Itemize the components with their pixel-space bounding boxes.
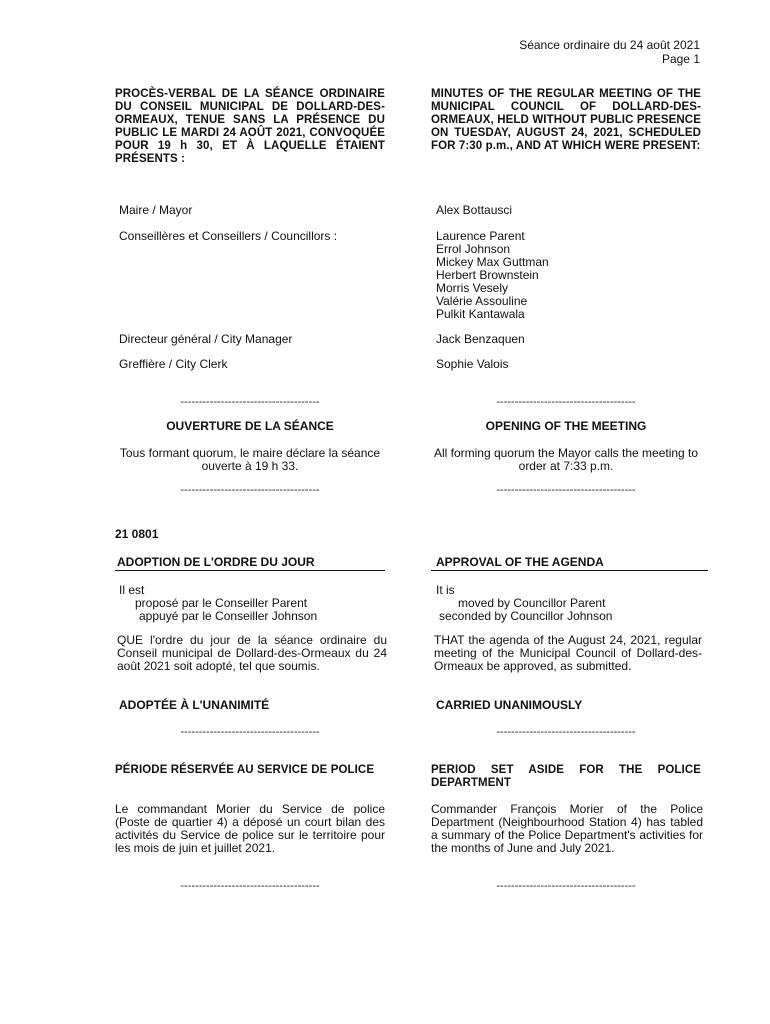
councillors-role: Conseillères et Conseillers / Councillors : (119, 229, 338, 243)
result-fr: ADOPTÉE À L'UNANIMITÉ (119, 698, 270, 712)
opening-text-en: All forming quorum the Mayor calls the meeting to order at 7:33 p.m. (433, 446, 699, 473)
councillor-list (436, 230, 706, 321)
clerk-role: Greffière / City Clerk (119, 357, 228, 371)
separator: -------------------------------------- (496, 484, 636, 496)
session-date: Séance ordinaire du 24 août 2021 (519, 38, 700, 52)
councillor-name: Morris Vesely (436, 281, 509, 295)
mayor-name: Alex Bottausci (436, 203, 513, 217)
item-number: 21 0801 (115, 527, 159, 541)
separator: -------------------------------------- (180, 880, 320, 892)
separator: -------------------------------------- (496, 726, 636, 738)
motion-proposer-fr: proposé par le Conseiller Parent (135, 596, 308, 610)
mayor-role: Maire / Mayor (119, 203, 193, 217)
police-title-fr: PÉRIODE RÉSERVÉE AU SERVICE DE POLICE (115, 764, 375, 776)
councillor-name: Pulkit Kantawala (436, 307, 525, 321)
manager-name: Jack Benzaquen (436, 332, 525, 346)
police-text-fr: Le commandant Morier du Service de police (Poste de quartier 4) a déposé un court bilan des activités du Service de police sur le territoire pour les mois de juin et juillet 2021. (115, 802, 385, 855)
police-title-en: PERIOD SET ASIDE FOR THE POLICE DEPARTMENT (431, 764, 701, 789)
motion-mover-en: moved by Councillor Parent (458, 596, 606, 610)
opening-title-fr: OUVERTURE DE LA SÉANCE (166, 419, 334, 433)
motion-block-en (436, 584, 706, 623)
separator: -------------------------------------- (496, 396, 636, 408)
intro-title-en: MINUTES OF THE REGULAR MEETING OF THE MUNICIPAL COUNCIL OF DOLLARD-DES-ORMEAUX, HELD WITHOUT PUBLIC PRESENCE ON TUESDAY, AUGUST 24, 2021, SCHEDULED FOR 7:30 p.m., AND AT WHICH WERE PRESENT: (431, 88, 701, 152)
page-header (519, 38, 700, 66)
councillor-name: Mickey Max Guttman (436, 255, 549, 269)
resolution-en: THAT the agenda of the August 24, 2021, regular meeting of the Municipal Council of Dollard-des-Ormeaux be approved, as submitted. (434, 633, 702, 673)
page-number: Page 1 (661, 52, 700, 66)
separator: -------------------------------------- (180, 484, 320, 496)
item-title-en: APPROVAL OF THE AGENDA (431, 556, 708, 571)
motion-seconder-fr: appuyé par le Conseiller Johnson (139, 609, 318, 623)
police-text-en: Commander François Morier of the Police Department (Neighbourhood Station 4) has tabled a summary of the Police Department's activities for the months of June and July 2021. (431, 802, 703, 855)
resolution-fr: QUE l'ordre du jour de la séance ordinaire du Conseil municipal de Dollard-des-Ormeaux du 24 août 2021 soit adopté, tel que soumis. (117, 633, 387, 673)
motion-intro-fr: Il est (119, 583, 145, 597)
manager-role: Directeur général / City Manager (119, 332, 293, 346)
opening-text-fr: Tous formant quorum, le maire déclare la séance ouverte à 19 h 33. (119, 446, 381, 473)
item-title-fr: ADOPTION DE L'ORDRE DU JOUR (115, 556, 385, 571)
councillor-name: Errol Johnson (436, 242, 511, 256)
motion-seconder-en: seconded by Councillor Johnson (439, 609, 613, 623)
councillor-name: Laurence Parent (436, 229, 525, 243)
separator: -------------------------------------- (180, 396, 320, 408)
clerk-name: Sophie Valois (436, 357, 509, 371)
councillor-name: Valérie Assouline (436, 294, 528, 308)
separator: -------------------------------------- (180, 726, 320, 738)
councillor-name: Herbert Brownstein (436, 268, 539, 282)
opening-title-en: OPENING OF THE MEETING (485, 419, 647, 433)
result-en: CARRIED UNANIMOUSLY (436, 698, 583, 712)
intro-title-fr: PROCÈS-VERBAL DE LA SÉANCE ORDINAIRE DU CONSEIL MUNICIPAL DE DOLLARD-DES-ORMEAUX, TENUE SANS LA PRÉSENCE DU PUBLIC LE MARDI 24 AOÛT 2021, CONVOQUÉE POUR 19 h 30, ET À LAQUELLE ÉTAIENT PRÉSENTS : (115, 88, 385, 165)
motion-intro-en: It is (436, 583, 455, 597)
separator: -------------------------------------- (496, 880, 636, 892)
motion-block-fr (119, 584, 389, 623)
